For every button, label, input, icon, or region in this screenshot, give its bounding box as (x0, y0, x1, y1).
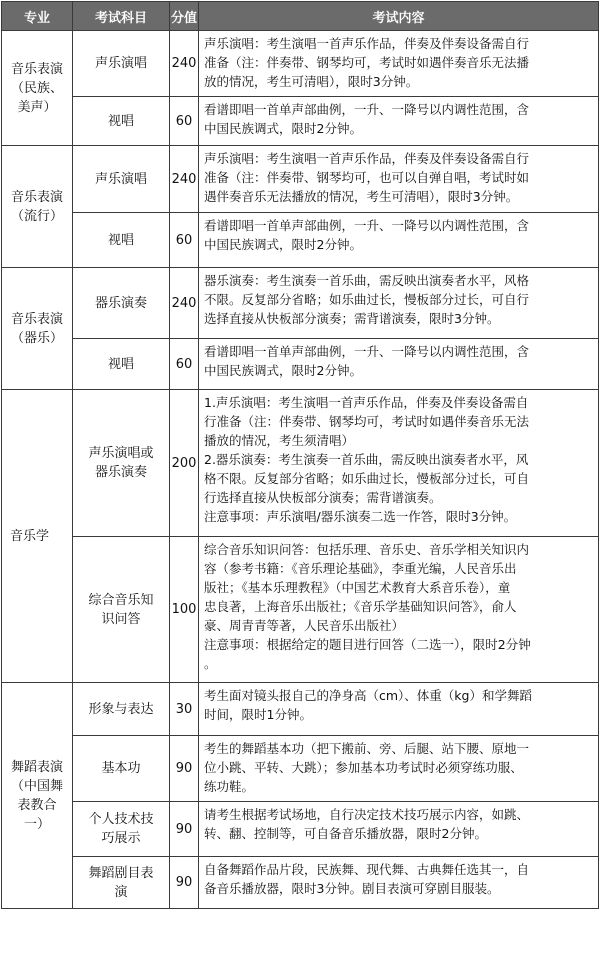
content-line: 中国民族调式，限时2分钟。 (204, 121, 362, 136)
subject-line: 识问答 (101, 611, 141, 627)
table-row (2, 31, 599, 97)
content-line: 时间，限时1分钟。 (204, 707, 312, 722)
content-line: 练功鞋。 (204, 779, 255, 794)
table-row (2, 683, 599, 736)
content-cell (199, 537, 599, 683)
score-cell: 90 (170, 802, 199, 857)
subject-line: 器乐演奏 (94, 465, 147, 480)
subject-line: 形象与表达 (88, 701, 154, 717)
content-line: 转、翻、控制等，可自备音乐播放器，限时2分钟。 (204, 826, 487, 841)
content-line: 版社；《基本乐理教程》（中国艺术教育大系音乐卷），童 (204, 580, 511, 595)
content-line: 豪、周青青等著，人民音乐出版社） (204, 618, 405, 633)
content-line: 看谱即唱一首单声部曲例，一升、一降号以内调性范围，含 (204, 344, 530, 359)
content-line: 准备（注：伴奏带、钢琴均可，考试时如遇伴奏音乐无法播 (204, 55, 530, 70)
subject-cell (73, 213, 170, 268)
exam-table (1, 1, 599, 909)
score-cell: 100 (170, 537, 199, 683)
score-cell: 200 (170, 390, 199, 537)
content-line: 综合音乐知识问答：包括乐理、音乐史、音乐学相关知识内 (204, 542, 530, 557)
subject-cell (73, 268, 170, 339)
score-cell: 240 (170, 268, 199, 339)
table-row (2, 802, 599, 857)
major-line: （流行） (10, 208, 63, 224)
content-line: 注意事项：声乐演唱/器乐演奏二选一作答，限时3分钟。 (204, 509, 517, 524)
subject-cell (73, 339, 170, 390)
content-cell (199, 390, 599, 537)
table-row (2, 537, 599, 683)
content-line: 器乐演奏：考生演奏一首乐曲，需反映出演奏者水平，风格 (204, 273, 530, 288)
subject-line: 声乐演唱 (94, 56, 147, 71)
major-line: （民族、 (10, 80, 63, 96)
content-line: 放的情况，考生可清唱），限时3分钟。 (204, 74, 419, 89)
major-cell (2, 390, 73, 683)
subject-line: 视唱 (107, 113, 134, 129)
table-row (2, 268, 599, 339)
table-row (2, 390, 599, 537)
major-line: （中国舞 (10, 778, 63, 794)
score-cell: 60 (170, 213, 199, 268)
header-major: 专业 (2, 2, 73, 31)
subject-cell (73, 857, 170, 909)
subject-cell (73, 537, 170, 683)
subject-line: 视唱 (107, 232, 134, 248)
score-cell: 60 (170, 97, 199, 146)
major-cell (2, 683, 73, 909)
score-cell: 60 (170, 339, 199, 390)
subject-line: 综合音乐知 (88, 592, 154, 608)
major-line: 音乐表演 (10, 61, 63, 77)
content-cell (199, 97, 599, 146)
content-line: 不限。反复部分省略；如乐曲过长，慢板部分过长，可自行 (204, 292, 530, 307)
header-subject: 考试科目 (73, 2, 170, 31)
subject-line: 舞蹈剧目表 (88, 865, 154, 881)
subject-line: 器乐演奏 (94, 295, 147, 311)
subject-line: 个人技术技 (88, 812, 154, 827)
content-line: 遇伴奏音乐无法播放的情况，考生可清唱），限时3分钟。 (204, 189, 519, 204)
score-cell: 240 (170, 146, 199, 213)
content-line: 准备（注：伴奏带、钢琴均可，也可以自弹自唱，考试时如 (204, 170, 530, 185)
table-row (2, 213, 599, 268)
major-line: 音乐学 (10, 528, 50, 544)
table-row (2, 97, 599, 146)
content-cell (199, 683, 599, 736)
major-line: 美声） (17, 99, 57, 115)
content-line: 考生的舞蹈基本功（把下搬前、旁、后腿、站下腰、原地一 (204, 741, 530, 756)
subject-cell (73, 683, 170, 736)
subject-line: 视唱 (107, 356, 134, 372)
content-cell (199, 802, 599, 857)
content-line: 自备舞蹈作品片段，民族舞、现代舞、古典舞任选其一，自 (204, 862, 530, 877)
subject-cell (73, 146, 170, 213)
subject-cell (73, 31, 170, 97)
major-cell (2, 146, 73, 268)
content-line: 播放的情况，考生须清唱） (204, 433, 355, 448)
table-row (2, 146, 599, 213)
content-line: 格不限。反复部分省略；如乐曲过长，慢板部分过长，可自 (204, 471, 530, 486)
content-line: 请考生根据考试场地，自行决定技术技巧展示内容，如跳、 (204, 807, 530, 822)
header-content: 考试内容 (199, 2, 599, 31)
content-line: 行选择直接从快板部分演奏；需背谱演奏。 (204, 490, 442, 505)
subject-cell (73, 802, 170, 857)
subject-line: 声乐演唱或 (88, 446, 154, 461)
content-line: 注意事项：根据给定的题目进行回答（二选一），限时2分钟 (204, 637, 531, 652)
content-cell (199, 31, 599, 97)
major-line: 表教合 (17, 797, 57, 813)
score-cell: 90 (170, 736, 199, 802)
content-line: 忠良著，上海音乐出版社；《音乐学基础知识问答》，俞人 (204, 599, 517, 614)
content-cell (199, 213, 599, 268)
content-line: 容（参考书籍：《音乐理论基础》，李重光编，人民音乐出 (204, 561, 517, 576)
content-cell (199, 268, 599, 339)
major-line: 舞蹈表演 (10, 759, 63, 775)
subject-cell (73, 736, 170, 802)
score-cell: 90 (170, 857, 199, 909)
content-line: 中国民族调式，限时2分钟。 (204, 237, 362, 252)
content-line: 选择直接从快板部分演奏；需背谱演奏，限时3分钟。 (204, 311, 500, 326)
content-line: 声乐演唱：考生演唱一首声乐作品，伴奏及伴奏设备需自行 (204, 36, 530, 51)
major-line: 音乐表演 (10, 189, 63, 205)
content-line: 1.声乐演唱：考生演唱一首声乐作品，伴奏及伴奏设备需自 (204, 395, 529, 410)
subject-line: 演 (114, 884, 128, 900)
major-line: 音乐表演 (10, 311, 63, 327)
subject-cell (73, 390, 170, 537)
table-row (2, 736, 599, 802)
content-line: 备音乐播放器，限时3分钟。剧目表演可穿剧目服装。 (204, 881, 500, 896)
content-cell (199, 146, 599, 213)
header-row (2, 2, 599, 31)
score-cell: 30 (170, 683, 199, 736)
header-score: 分值 (170, 2, 199, 31)
subject-cell (73, 97, 170, 146)
content-line: 2.器乐演奏：考生演奏一首乐曲，需反映出演奏者水平，风 (204, 452, 529, 467)
content-line: 。 (204, 656, 217, 671)
content-cell (199, 857, 599, 909)
major-line: 一） (23, 816, 50, 832)
content-line: 考生面对镜头报自己的净身高（cm）、体重（kg）和学舞蹈 (204, 688, 532, 703)
content-line: 声乐演唱：考生演唱一首声乐作品，伴奏及伴奏设备需自行 (204, 151, 530, 166)
table-row (2, 857, 599, 909)
table-row (2, 339, 599, 390)
content-cell (199, 736, 599, 802)
major-cell (2, 268, 73, 390)
subject-line: 声乐演唱 (94, 171, 147, 187)
major-line: （器乐） (10, 330, 63, 346)
content-line: 看谱即唱一首单声部曲例，一升、一降号以内调性范围，含 (204, 218, 530, 233)
score-cell: 240 (170, 31, 199, 97)
content-line: 看谱即唱一首单声部曲例，一升、一降号以内调性范围，含 (204, 102, 530, 117)
content-cell (199, 339, 599, 390)
content-line: 位小跳、平转、大跳）；参加基本功考试时必须穿练功服、 (204, 760, 523, 775)
subject-line: 基本功 (101, 761, 141, 776)
major-cell (2, 31, 73, 146)
subject-line: 巧展示 (101, 831, 141, 846)
content-line: 中国民族调式，限时2分钟。 (204, 363, 362, 378)
content-line: 行准备（注：伴奏带、钢琴均可，考试时如遇伴奏音乐无法 (204, 414, 530, 429)
